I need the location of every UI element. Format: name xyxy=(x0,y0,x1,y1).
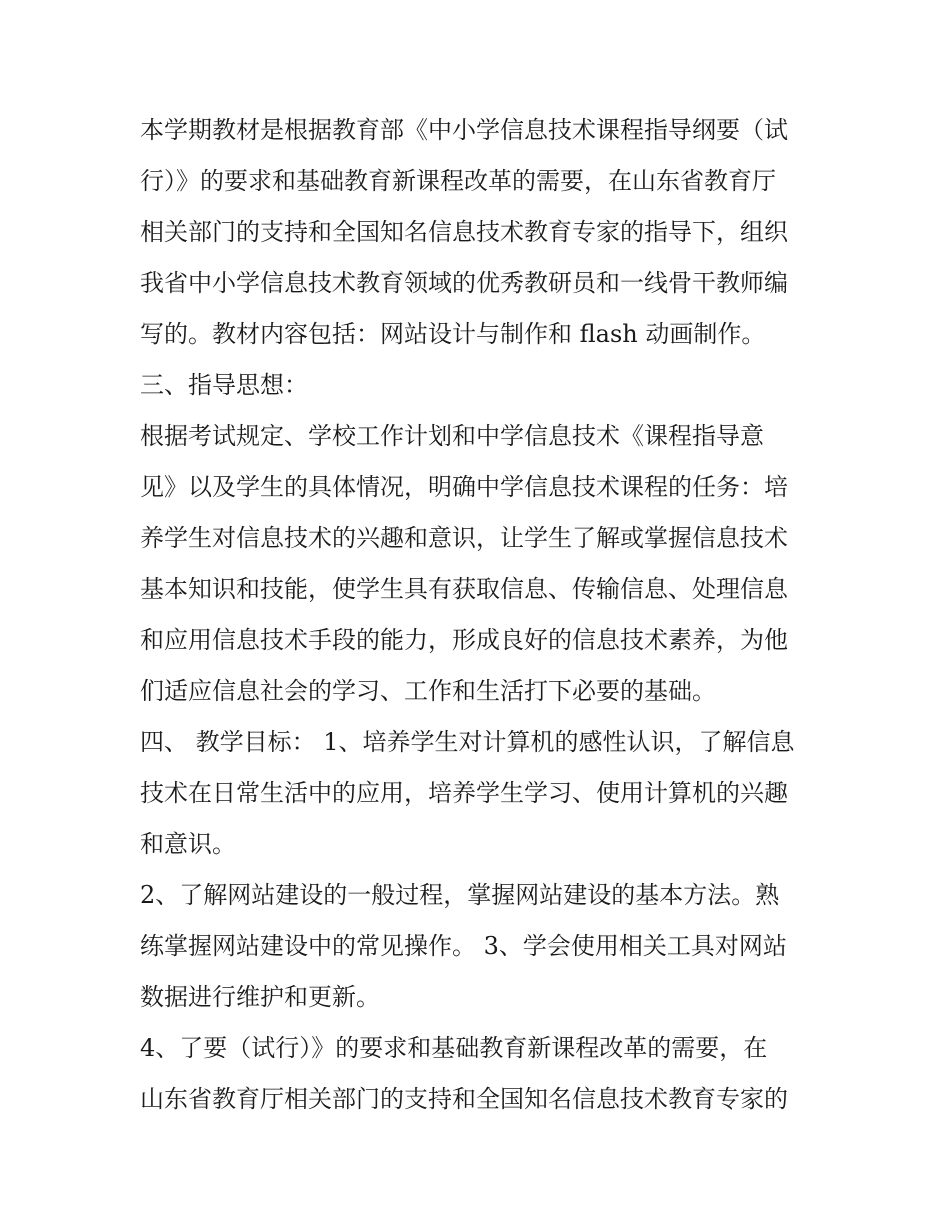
text-line: 我省中小学信息技术教育领域的优秀教研员和一线骨干教师编 xyxy=(140,269,788,297)
text-line: 数据进行维护和更新。 xyxy=(140,983,380,1011)
text-line: 写的。教材内容包括：网站设计与制作和 flash 动画制作。 xyxy=(140,320,766,348)
section-heading: 三、指导思想： xyxy=(140,371,308,399)
text-line: 行）》的要求和基础教育新课程改革的需要，在山东省教育厅 xyxy=(140,167,776,195)
text-line: 基本知识和技能，使学生具有获取信息、传输信息、处理信息 xyxy=(140,575,788,603)
text-line: 山东省教育厅相关部门的支持和全国知名信息技术教育专家的 xyxy=(140,1085,788,1113)
text-line: 4、了要（试行）》的要求和基础教育新课程改革的需要，在 xyxy=(140,1034,768,1062)
text-line: 练掌握网站建设中的常见操作。 3、学会使用相关工具对网站 xyxy=(140,932,787,960)
text-line: 根据考试规定、学校工作计划和中学信息技术《课程指导意 xyxy=(140,422,764,450)
text-line: 技术在日常生活中的应用，培养学生学习、使用计算机的兴趣 xyxy=(140,779,788,807)
text-line: 2、了解网站建设的一般过程，掌握网站建设的基本方法。熟 xyxy=(140,881,780,909)
text-line: 本学期教材是根据教育部《中小学信息技术课程指导纲要（试 xyxy=(140,116,788,144)
text-line: 们适应信息社会的学习、工作和生活打下必要的基础。 xyxy=(140,677,716,705)
text-line: 养学生对信息技术的兴趣和意识，让学生了解或掌握信息技术 xyxy=(140,524,788,552)
text-line: 四、 教学目标： 1、培养学生对计算机的感性认识，了解信息 xyxy=(140,728,795,756)
text-line: 和意识。 xyxy=(140,830,236,858)
text-line: 见》以及学生的具体情况，明确中学信息技术课程的任务：培 xyxy=(140,473,788,501)
text-line: 和应用信息技术手段的能力，形成良好的信息技术素养，为他 xyxy=(140,626,788,654)
text-line: 相关部门的支持和全国知名信息技术教育专家的指导下，组织 xyxy=(140,218,788,246)
